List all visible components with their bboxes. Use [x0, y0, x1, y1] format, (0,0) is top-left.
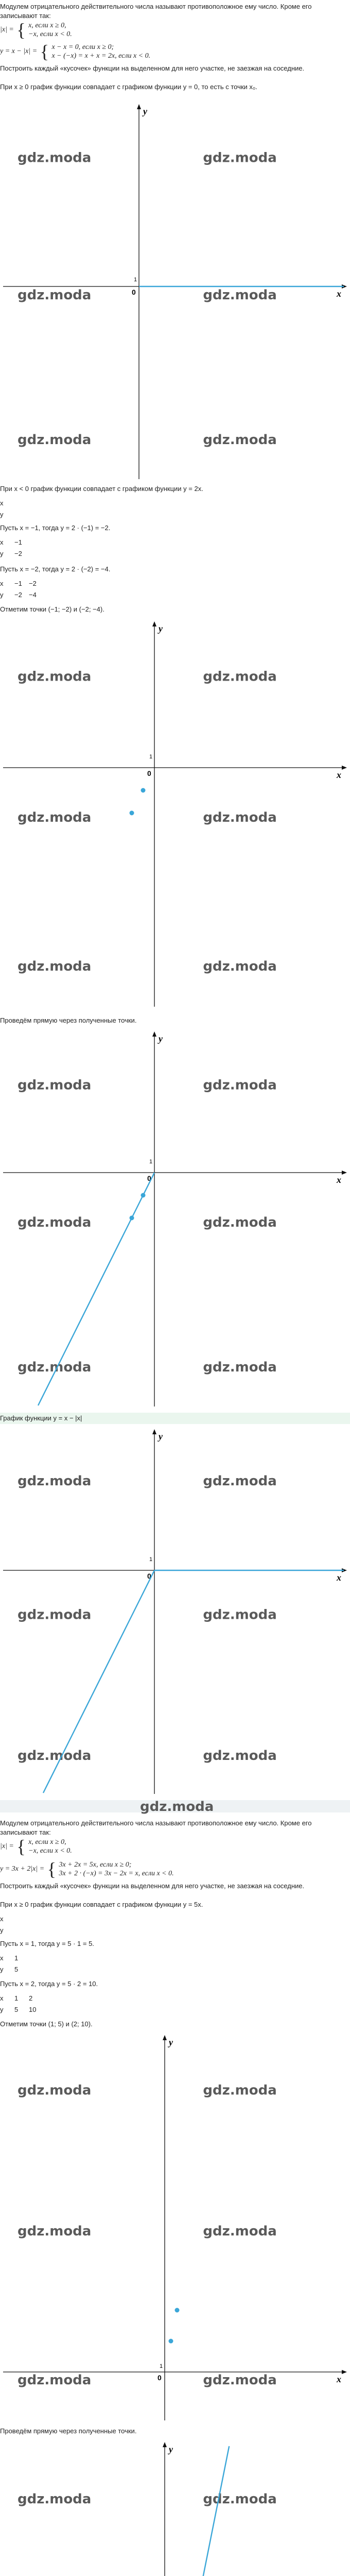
- table-cell: −2: [14, 591, 22, 599]
- table-cell: y: [0, 1965, 4, 1973]
- graph-1: [0, 101, 350, 482]
- system-lhs: |x| =: [0, 26, 14, 34]
- table-cell: 5: [14, 1965, 19, 1973]
- brace-icon: {: [40, 41, 49, 62]
- instruction-text: Построить каждый «кусочек» функции на выделенном для него участке, не заезжая на соседние.: [0, 1882, 305, 1890]
- instruction-text: Построить каждый «кусочек» функции на выделенном для него участке, не заезжая на соседние.: [0, 64, 305, 72]
- watermark: gdz.moda: [203, 1473, 277, 1489]
- y-axis-arrow-icon: [152, 1429, 156, 1434]
- y-axis-label: y: [143, 106, 147, 116]
- system-line: 3x + 2x = 5x, если x ≥ 0;: [59, 1861, 132, 1869]
- value-table: [0, 498, 14, 520]
- point-text: Пусть x = 2, тогда y = 5 · 2 = 10.: [0, 1980, 98, 1988]
- unit-label: 1: [160, 2363, 163, 2369]
- table-cell: −4: [29, 591, 37, 599]
- origin-label: 0: [157, 2374, 162, 2382]
- graph-4: [0, 1426, 350, 1797]
- watermark: gdz.moda: [18, 959, 92, 974]
- watermark: gdz.moda: [18, 1473, 92, 1489]
- table-cell: x: [0, 1954, 4, 1962]
- system-line: x − x = 0, если x ≥ 0;: [51, 43, 114, 51]
- table-cell: y: [0, 2006, 4, 2013]
- watermark: gdz.moda: [203, 1607, 277, 1623]
- unit-label: 1: [134, 277, 137, 283]
- intro-text: Модулем отрицательного действительного числа называют противоположное ему число. Кроме его записывают так:: [0, 3, 312, 20]
- x-axis-label: x: [337, 1175, 341, 1185]
- watermark: gdz.moda: [18, 2491, 92, 2507]
- system-line: x, если x ≥ 0,: [28, 1838, 66, 1846]
- case-text: При x ≥ 0 график функции совпадает с графиком функции y = 5x.: [0, 1901, 203, 1908]
- unit-label: 1: [149, 1159, 153, 1165]
- instruction-text: Отметим точки (−1; −2) и (−2; −4).: [0, 605, 104, 613]
- unit-label: 1: [149, 1556, 153, 1563]
- watermark: gdz.moda: [18, 2224, 92, 2240]
- graph-point: [130, 1216, 134, 1221]
- table-cell: 2: [29, 1994, 33, 2002]
- system-line: −x, если x < 0.: [28, 1847, 72, 1855]
- watermark: gdz.moda: [18, 287, 92, 303]
- value-table: [0, 1993, 43, 2015]
- table-cell: −2: [29, 580, 37, 587]
- watermark: gdz.moda: [18, 1748, 92, 1764]
- modulus-definition: [0, 1837, 72, 1856]
- table-cell: y: [0, 591, 4, 599]
- brace-icon: {: [47, 1859, 56, 1879]
- origin-label: 0: [132, 288, 136, 296]
- watermark: gdz.moda: [203, 959, 277, 974]
- y-axis-label: y: [159, 1033, 163, 1044]
- function-definition: [0, 1860, 174, 1878]
- point-text: Пусть x = −1, тогда y = 2 · (−1) = −2.: [0, 524, 111, 532]
- watermark: gdz.moda: [18, 1360, 92, 1375]
- instruction-text: Проведём прямую через полученные точки.: [0, 2427, 137, 2435]
- graph-5: [0, 2032, 350, 2424]
- watermark: gdz.moda: [203, 669, 277, 685]
- y-axis-arrow-icon: [163, 2442, 167, 2447]
- system-line: x, если x ≥ 0,: [28, 22, 66, 29]
- system-line: −x, если x < 0.: [28, 30, 72, 38]
- table-cell: x: [0, 580, 4, 587]
- graph-ray: [165, 2446, 229, 2576]
- function-definition: [0, 42, 150, 61]
- case-text: При x < 0 график функции совпадает с графиком функции y = 2x.: [0, 485, 203, 493]
- table-cell: x: [0, 1994, 4, 2002]
- value-table: [0, 578, 43, 601]
- modulus-definition: [0, 21, 72, 39]
- x-axis-arrow-icon: [342, 2370, 347, 2374]
- watermark: gdz.moda: [18, 432, 92, 448]
- table-cell: −1: [14, 538, 22, 546]
- table-cell: 5: [14, 2006, 19, 2013]
- graph-point: [141, 788, 146, 793]
- table-cell: y: [0, 1926, 4, 1934]
- table-cell: y: [0, 511, 4, 518]
- graph-ray: [38, 1173, 154, 1405]
- table-cell: −2: [14, 550, 22, 557]
- y-axis-label: y: [169, 2037, 173, 2047]
- watermark: gdz.moda: [18, 1607, 92, 1623]
- instruction-text: Проведём прямую через полученные точки.: [0, 1016, 137, 1024]
- graph-6: [0, 2439, 350, 2576]
- watermark: gdz.moda: [203, 810, 277, 826]
- watermark: gdz.moda: [203, 2224, 277, 2240]
- graph-point: [130, 811, 134, 816]
- brace-icon: {: [16, 1836, 26, 1857]
- point-text: Пусть x = 1, тогда y = 5 · 1 = 5.: [0, 1940, 94, 1947]
- table-cell: y: [0, 550, 4, 557]
- y-axis-arrow-icon: [137, 104, 141, 109]
- watermark: gdz.moda: [203, 287, 277, 303]
- system-lhs: |x| =: [0, 1842, 14, 1851]
- unit-label: 1: [149, 754, 153, 760]
- table-cell: x: [0, 499, 4, 507]
- watermark: gdz.moda: [18, 1077, 92, 1093]
- table-cell: 10: [29, 2006, 37, 2013]
- brace-icon: {: [16, 20, 26, 40]
- case-text: При x ≥ 0 график функции совпадает с графиком функции y = 0, то есть с точки x₀.: [0, 83, 257, 91]
- graph-3: [0, 1028, 350, 1410]
- x-axis-label: x: [337, 289, 341, 299]
- y-axis-label: y: [159, 623, 163, 634]
- x-axis-arrow-icon: [342, 1171, 347, 1175]
- system-line: x − (−x) = x + x = 2x, если x < 0.: [51, 52, 151, 60]
- watermark: gdz.moda: [203, 1214, 277, 1230]
- y-axis-label: y: [159, 1431, 163, 1442]
- graph-point: [141, 1193, 146, 1198]
- watermark: gdz.moda: [18, 2372, 92, 2388]
- x-axis-label: x: [337, 2374, 341, 2384]
- value-table: [0, 1913, 14, 1936]
- watermark: gdz.moda: [203, 432, 277, 448]
- table-cell: −1: [14, 580, 22, 587]
- x-axis-arrow-icon: [342, 766, 347, 770]
- y-axis-arrow-icon: [152, 1031, 156, 1037]
- y-axis-label: y: [169, 2444, 173, 2454]
- watermark: gdz.moda: [203, 2491, 277, 2507]
- system-lhs: y = x − |x| =: [0, 47, 38, 56]
- value-table: [0, 1953, 29, 1975]
- graph-2: [0, 618, 350, 1010]
- system-lhs: y = 3x + 2|x| =: [0, 1865, 45, 1873]
- watermark: gdz.moda: [18, 1214, 92, 1230]
- origin-label: 0: [147, 1174, 151, 1182]
- watermark: gdz.moda: [203, 150, 277, 166]
- graph-ray: [43, 1570, 154, 1793]
- watermark: gdz.moda: [203, 1360, 277, 1375]
- watermark: gdz.moda: [18, 810, 92, 826]
- table-cell: 1: [14, 1954, 19, 1962]
- watermark: gdz.moda: [203, 2082, 277, 2098]
- watermark: gdz.moda: [203, 1077, 277, 1093]
- y-axis-arrow-icon: [152, 621, 156, 626]
- value-table: [0, 537, 29, 560]
- graph-title: График функции y = x − |x|: [0, 1413, 350, 1424]
- watermark: gdz.moda: [140, 1799, 214, 1815]
- x-axis-label: x: [337, 1572, 341, 1583]
- instruction-text: Отметим точки (1; 5) и (2; 10).: [0, 2020, 93, 2028]
- table-cell: 1: [14, 1994, 19, 2002]
- watermark: gdz.moda: [18, 2082, 92, 2098]
- table-cell: x: [0, 538, 4, 546]
- table-cell: x: [0, 1915, 4, 1923]
- origin-label: 0: [147, 769, 151, 777]
- intro-text: Модулем отрицательного действительного числа называют противоположное ему число. Кроме его записывают так:: [0, 1819, 312, 1836]
- graph-point: [175, 2308, 180, 2313]
- graph-point: [169, 2339, 173, 2344]
- watermark: gdz.moda: [18, 150, 92, 166]
- watermark: gdz.moda: [203, 1748, 277, 1764]
- y-axis-arrow-icon: [163, 2035, 167, 2040]
- point-text: Пусть x = −2, тогда y = 2 · (−2) = −4.: [0, 565, 111, 573]
- x-axis-label: x: [337, 770, 341, 780]
- origin-label: 0: [147, 1572, 151, 1580]
- watermark: gdz.moda: [203, 2372, 277, 2388]
- system-line: 3x + 2 · (−x) = 3x − 2x = x, если x < 0.: [59, 1870, 174, 1877]
- watermark: gdz.moda: [18, 669, 92, 685]
